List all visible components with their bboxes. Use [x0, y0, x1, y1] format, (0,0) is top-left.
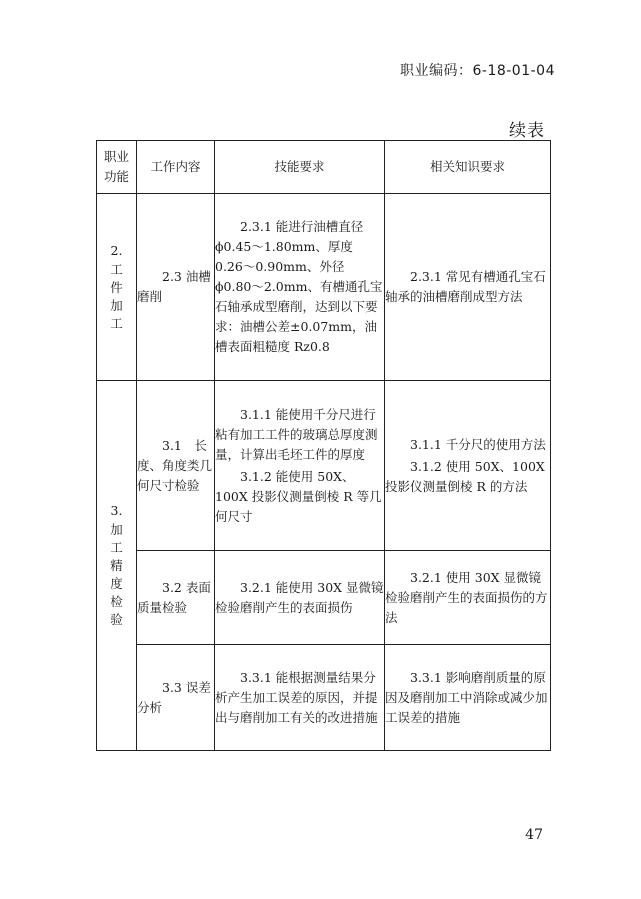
table-row	[97, 645, 551, 751]
skill-cell: 2.3.1 能进行油槽直径ϕ0.45～1.80mm、厚度 0.26～0.90mm、外径 ϕ0.80～2.0mm、有槽通孔宝石轴承成型磨削，达到以下要求：油槽公差±0.07mm，油槽表面粗糙度 Rz0.8	[215, 194, 385, 381]
page-number: 47	[525, 827, 543, 843]
table-row	[97, 551, 551, 645]
function-number: 2.	[110, 242, 123, 258]
knowledge-cell: 3.1.1 千分尺的使用方法 3.1.2 使用 50X、100X 投影仪测量倒棱 R 的方法	[385, 381, 551, 551]
skill-cell: 3.2.1 能使用 30X 显微镜检验磨削产生的表面损伤	[215, 551, 385, 645]
knowledge-cell: 2.3.1 常见有槽通孔宝石轴承的油槽磨削成型方法	[385, 194, 551, 381]
table-row	[97, 381, 551, 551]
skill-cell: 3.3.1 能根据测量结果分析产生加工误差的原因，并提出与磨削加工有关的改进措施	[215, 645, 385, 751]
header-knowledge: 相关知识要求	[385, 141, 551, 194]
function-name: 加工精度检验	[110, 522, 123, 627]
skill-cell: 3.1.1 能使用千分尺进行粘有加工工件的玻璃总厚度测量，计算出毛坯工件的厚度 3.1.2 能使用 50X、100X 投影仪测量倒棱 R 等几何尺寸	[215, 381, 385, 551]
skill-requirements-table	[96, 140, 551, 751]
content-cell: 3.1 长度、角度类几何尺寸检验	[137, 381, 215, 551]
header-function: 职业功能	[97, 141, 137, 194]
knowledge-cell: 3.3.1 影响磨削质量的原因及磨削加工中消除或减少加工误差的措施	[385, 645, 551, 751]
continuation-label: 续表	[509, 121, 545, 141]
knowledge-cell: 3.2.1 使用 30X 显微镜检验磨削产生的表面损伤的方法	[385, 551, 551, 645]
table-row	[97, 194, 551, 381]
header-skill: 技能要求	[215, 141, 385, 194]
table-header-row	[97, 141, 551, 194]
function-cell-3	[97, 381, 137, 751]
occupation-code: 职业编码：6-18-01-04	[399, 63, 555, 79]
content-cell: 3.3 误差分析	[137, 645, 215, 751]
content-cell: 3.2 表面质量检验	[137, 551, 215, 645]
function-name: 工件加工	[110, 261, 123, 331]
header-content: 工作内容	[137, 141, 215, 194]
function-cell-2	[97, 194, 137, 381]
content-cell: 2.3 油槽磨削	[137, 194, 215, 381]
function-number: 3.	[110, 503, 123, 518]
